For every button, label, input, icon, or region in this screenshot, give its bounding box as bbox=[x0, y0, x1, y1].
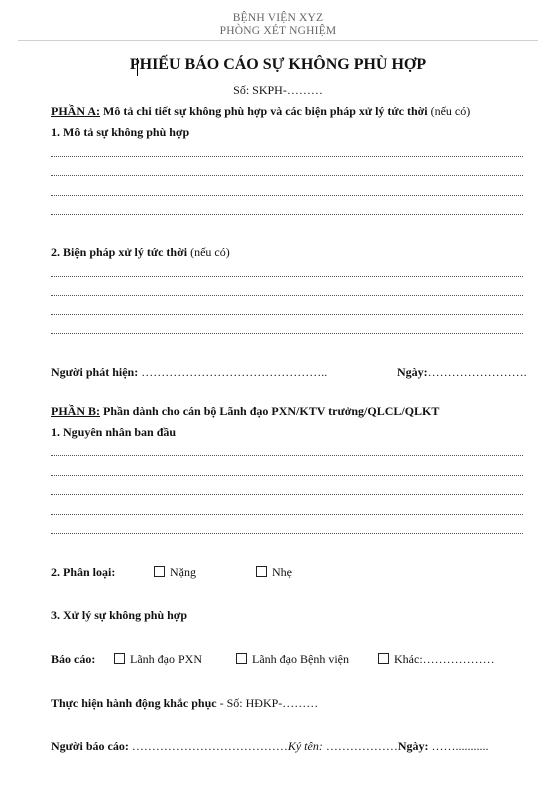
part-a-title: Mô tả chi tiết sự không phù hợp và các biện pháp xử lý tức thời bbox=[100, 104, 428, 118]
option-lab-lead[interactable] bbox=[114, 652, 202, 667]
answer-line[interactable] bbox=[51, 195, 523, 196]
part-a-note: (nếu có) bbox=[427, 104, 471, 118]
answer-line[interactable] bbox=[51, 314, 523, 315]
option-hospital-lead[interactable] bbox=[236, 652, 349, 667]
corrective-action-row[interactable] bbox=[51, 696, 318, 711]
option-mild[interactable] bbox=[256, 565, 292, 580]
form-title: PHIẾU BÁO CÁO SỰ KHÔNG PHÙ HỢP bbox=[129, 56, 427, 73]
report-date-field[interactable]: ……........... bbox=[428, 739, 489, 753]
part-b-title: Phần dành cho cán bộ Lãnh đạo PXN/KTV trưởng/QLCL/QLKT bbox=[100, 404, 440, 418]
option-severe-label: Nặng bbox=[170, 565, 196, 579]
option-other-label[interactable]: Khác:……………… bbox=[394, 652, 495, 666]
part-b-label: PHẦN B: bbox=[51, 404, 100, 418]
classification-label: 2. Phân loại: bbox=[51, 565, 116, 579]
report-label: Báo cáo: bbox=[51, 652, 96, 666]
answer-line[interactable] bbox=[51, 156, 523, 157]
detector-field[interactable]: ……………………………………….. bbox=[138, 365, 328, 379]
section-a2-title bbox=[51, 245, 230, 260]
reporter-label: Người báo cáo: bbox=[51, 739, 129, 753]
answer-line[interactable] bbox=[51, 175, 523, 176]
section-b1-title: 1. Nguyên nhân ban đầu bbox=[51, 425, 177, 439]
option-mild-label: Nhẹ bbox=[272, 565, 292, 579]
report-date-label: Ngày: bbox=[397, 739, 429, 753]
checkbox[interactable] bbox=[256, 566, 267, 577]
option-severe[interactable] bbox=[154, 565, 196, 580]
section-a2-label: 2. Biện pháp xử lý tức thời bbox=[51, 245, 188, 259]
answer-line[interactable] bbox=[51, 333, 523, 334]
answer-line[interactable] bbox=[51, 475, 523, 476]
detector-row[interactable] bbox=[51, 365, 327, 380]
option-hospital-lead-label: Lãnh đạo Bệnh viện bbox=[252, 652, 349, 666]
detector-label: Người phát hiện: bbox=[51, 365, 139, 379]
checkbox[interactable] bbox=[236, 653, 247, 664]
answer-line[interactable] bbox=[51, 533, 523, 534]
part-a-label: PHẦN A: bbox=[51, 104, 100, 118]
answer-line[interactable] bbox=[51, 455, 523, 456]
hospital-name: BỆNH VIỆN XYZ bbox=[232, 12, 324, 24]
answer-line[interactable] bbox=[51, 214, 523, 215]
part-b-heading bbox=[51, 404, 439, 419]
reporter-row[interactable] bbox=[51, 739, 489, 754]
section-b3-title: 3. Xử lý sự không phù hợp bbox=[51, 608, 188, 622]
corrective-action-number[interactable]: - Số: HĐKP-……… bbox=[216, 696, 319, 710]
answer-line[interactable] bbox=[51, 514, 523, 515]
corrective-action-label: Thực hiện hành động khắc phục bbox=[51, 696, 217, 710]
option-lab-lead-label: Lãnh đạo PXN bbox=[130, 652, 202, 666]
detect-date-row[interactable] bbox=[397, 365, 527, 380]
section-a1-title: 1. Mô tả sự không phù hợp bbox=[51, 125, 190, 139]
detect-date-field[interactable]: ……………………. bbox=[427, 365, 527, 379]
checkbox[interactable] bbox=[114, 653, 125, 664]
form-number: Số: SKPH-……… bbox=[233, 83, 323, 97]
department-name: PHÒNG XÉT NGHIỆM bbox=[219, 25, 337, 37]
checkbox[interactable] bbox=[154, 566, 165, 577]
answer-line[interactable] bbox=[51, 494, 523, 495]
answer-line[interactable] bbox=[51, 276, 523, 277]
signature-label: Ký tên: bbox=[287, 739, 323, 753]
answer-line[interactable] bbox=[51, 295, 523, 296]
header-divider bbox=[18, 40, 538, 41]
reporter-field[interactable]: ………………………………… bbox=[128, 739, 288, 753]
section-a2-note: (nếu có) bbox=[187, 245, 230, 259]
checkbox[interactable] bbox=[378, 653, 389, 664]
detect-date-label: Ngày: bbox=[397, 365, 428, 379]
option-other[interactable] bbox=[378, 652, 495, 667]
part-a-heading bbox=[51, 104, 470, 119]
signature-field[interactable]: ……………… bbox=[322, 739, 398, 753]
